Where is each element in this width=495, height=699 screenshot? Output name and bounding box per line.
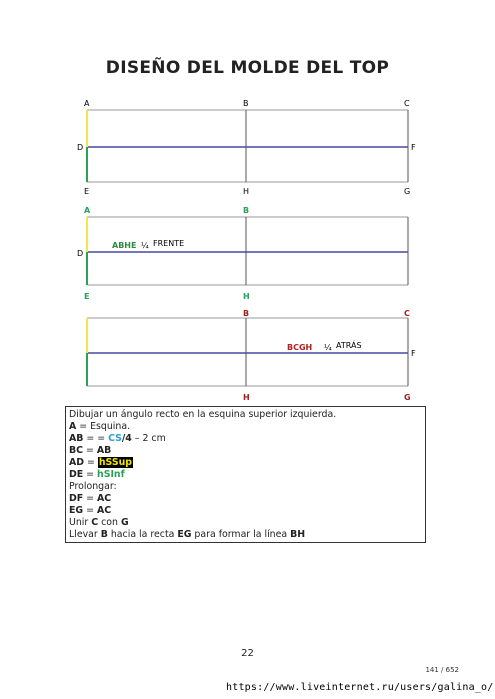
label-a: A [84, 99, 90, 108]
instruction-line: DE = hSInf [69, 469, 125, 480]
instruction-line: Prolongar: [69, 481, 117, 492]
page-number: 22 [241, 648, 254, 659]
piece-label-front: ABHE [112, 241, 137, 250]
diagram-full-draft [77, 99, 416, 196]
instruction-line: A = Esquina. [69, 421, 131, 432]
label-b: B [243, 99, 249, 108]
label-h: H [243, 187, 250, 196]
label-h: H [243, 393, 250, 402]
quarter-label: ¼ [324, 343, 332, 352]
quarter-label: ¼ [141, 241, 149, 250]
caption-front: FRENTE [153, 239, 185, 248]
instruction-line: DF = AC [69, 493, 112, 504]
piece-label-back: BCGH [287, 343, 313, 352]
label-b: B [243, 206, 250, 215]
label-g: G [404, 187, 411, 196]
diagram-back [87, 309, 416, 402]
instructions-box [65, 406, 426, 543]
label-c: C [404, 99, 410, 108]
page-title: DISEÑO DEL MOLDE DEL TOP [105, 58, 390, 78]
label-f: F [411, 349, 416, 358]
label-d: D [77, 249, 84, 258]
label-g: G [404, 393, 411, 402]
label-a: A [84, 206, 91, 215]
source-url: https://www.liveinternet.ru/users/galina_o/ [226, 682, 494, 693]
instruction-line: Unir C con G [69, 517, 129, 528]
instruction-line: EG = AC [69, 505, 112, 516]
label-f: F [411, 143, 416, 152]
instruction-line: AD = hSSup [69, 457, 133, 468]
instruction-line: Dibujar un ángulo recto en la esquina superior izquierda. [69, 409, 337, 420]
label-b: B [243, 309, 250, 318]
label-d: D [77, 143, 84, 152]
diagram-front [77, 206, 408, 301]
page-counter: 141 / 652 [425, 666, 459, 674]
label-e: E [84, 187, 90, 196]
label-e: E [84, 292, 90, 301]
caption-back: ATRÁS [336, 341, 362, 350]
label-h: H [243, 292, 250, 301]
instruction-line: AB = = CS/4 – 2 cm [69, 433, 166, 444]
instruction-line: Llevar B hacia la recta EG para formar la línea BH [69, 529, 306, 540]
instruction-line: BC = AB [69, 445, 112, 456]
label-c: C [404, 309, 410, 318]
